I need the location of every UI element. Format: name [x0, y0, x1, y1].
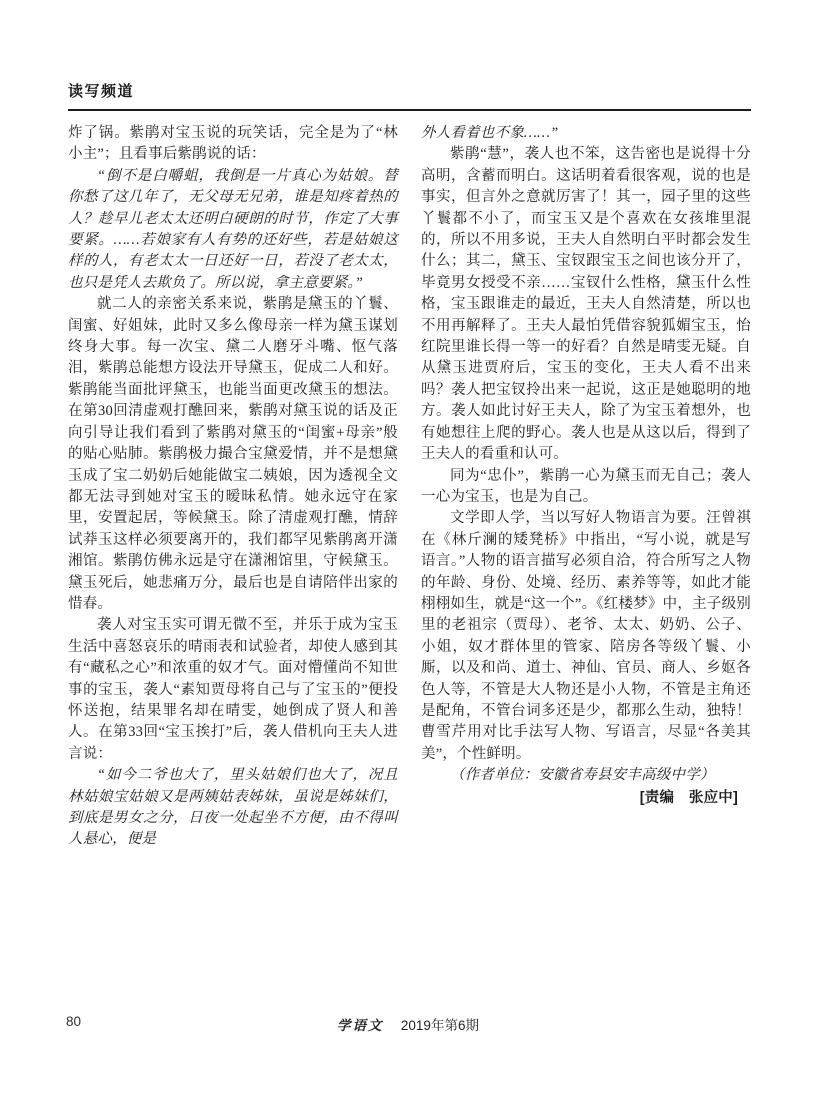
quote-paragraph: “如今二爷也大了，里头姑娘们也大了，况且林姑娘宝姑娘又是两姨姑表姊妹，虽说是姊妹们，到底是男女之分，日夜一处起坐不方便，由不得叫人悬心，便是	[68, 767, 398, 848]
quote-paragraph: 外人看着也不象……”	[421, 125, 559, 141]
issue-label: 2019年第6期	[400, 1018, 479, 1033]
paragraph: 袭人对宝玉实可谓无微不至，并乐于成为宝玉生活中喜怒哀乐的晴雨表和试验者，却使人感到其有“藏私之心”和浓重的奴才气。面对懵懂尚不知世事的宝玉，袭人“素知贾母将自己与了宝玉的”便投怀送抱，结果罪名却在晴雯，她倒成了贤人和善人。在第33回“宝玉挨打”后，袭人借机向王夫人进言说：	[68, 617, 398, 762]
right-column	[421, 123, 751, 851]
page-content	[68, 80, 751, 851]
header-rule	[68, 109, 751, 111]
author-note: （作者单位：安徽省寿县安丰高级中学）	[450, 767, 715, 784]
page-header	[68, 80, 751, 111]
article-columns	[68, 123, 751, 851]
editor-credit: [责编 张应中]	[639, 789, 738, 806]
journal-line	[0, 1012, 816, 1034]
page-number: 80	[66, 1014, 82, 1029]
paragraph: 文学即人学，当以写好人物语言为要。汪曾祺在《林斤澜的矮凳桥》中指出，“写小说，就是写语言。”人物的语言描写必须自洽，符合所写之人物的年龄、身份、处境、经历、素养等等，如此才能栩栩如生，就是“这一个”。《红楼梦》中，主子级别里的老祖宗（贾母）、老爷、太太、奶奶、公子、小姐，奴才群体里的管家、陪房各等级丫鬟、小厮，以及和尚、道士、神仙、官员、商人、乡妪各色人等，不管是大人物还是小人物，不管是主角还是配角，不管台词多还是少，都那么生动，独特！曹雪芹用对比手法写人物、写语言，尽显“各美其美”，个性鲜明。	[421, 510, 751, 762]
journal-name: 学语文	[337, 1018, 384, 1033]
quote-paragraph: “倒不是白嚼蛆，我倒是一片真心为姑娘。替你愁了这几年了，无父母无兄弟，谁是知疼着热的人？趁早儿老太太还明白硬朗的时节，作定了大事要紧。……若娘家有人有势的还好些，若是姑娘这样的人，有老太太一日还好一日，若没了老太太，也只是凭人去欺负了。所以说，拿主意要紧。”	[68, 167, 398, 291]
paragraph: 就二人的亲密关系来说，紫鹃是黛玉的丫鬟、闺蜜、好姐妹，此时又多么像母亲一样为黛玉谋划终身大事。每一次宝、黛二人磨牙斗嘴、怄气落泪，紫鹃总能想方设法开导黛玉，促成二人和好。紫鹃能当面批评黛玉，也能当面更改黛玉的想法。在第30回清虚观打醮回来，紫鹃对黛玉说的话及正向引导让我们看到了紫鹃对黛玉的“闺蜜+母亲”般的贴心贴肺。紫鹃极力撮合宝黛爱情，并不是想黛玉成了宝二奶奶后她能做宝二姨娘，因为透视全文都无法寻到她对宝玉的暧昧私情。她永远守在家里，安置起居，等候黛玉。除了清虚观打醮，情辞试莽玉这样必须要离开的，我们都罕见紫鹃离开潇湘馆。紫鹃仿佛永远是守在潇湘馆里，守候黛玉。黛玉死后，她悲痛万分，最后也是自请陪伴出家的惜春。	[68, 296, 398, 612]
left-column	[68, 123, 398, 851]
page-footer	[0, 1012, 816, 1036]
paragraph: 炸了锅。紫鹃对宝玉说的玩笑话，完全是为了“林小主”；且看事后紫鹃说的话：	[68, 125, 398, 163]
paragraph: 紫鹃“慧”，袭人也不笨，这告密也是说得十分高明，含蓄而明白。这话明着看很客观，说的也是事实，但言外之意就厉害了！其一，园子里的这些丫鬟都不小了，而宝玉又是个喜欢在女孩堆里混的，所以不用多说，王夫人自然明白平时都会发生什么；其二，黛玉、宝钗跟宝玉之间也该分开了，毕竟男女授受不亲……宝钗什么性格，黛玉什么性格，宝玉跟谁走的最近，王夫人自然清楚，所以也不用再解释了。王夫人最怕凭借容貌狐媚宝玉，怡红院里谁长得一等一的好看？自然是晴雯无疑。自从黛玉进贾府后，宝玉的变化，王夫人看不出来吗？袭人把宝钗拎出来一起说，这正是她聪明的地方。袭人如此讨好王夫人，除了为宝玉着想外，也有她想往上爬的野心。袭人也是从这以后，得到了王夫人的看重和认可。	[421, 146, 751, 463]
paragraph: 同为“忠仆”，紫鹃一心为黛玉而无自己；袭人一心为宝玉，也是为自己。	[421, 467, 751, 505]
section-label: 读写频道	[68, 83, 135, 100]
